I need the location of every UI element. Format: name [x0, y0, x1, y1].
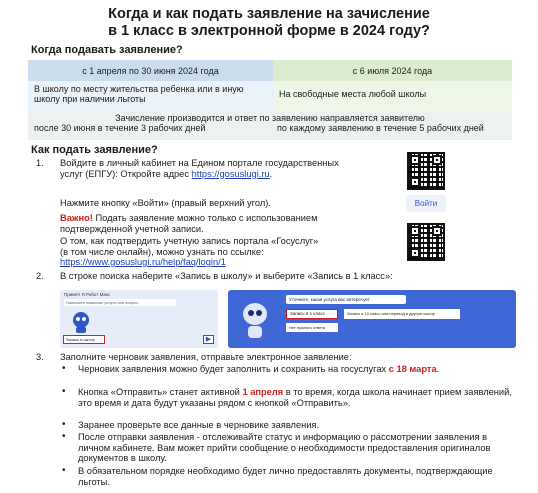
table-note-top: Зачисление производится и ответ по заявлению направляется заявителю [115, 113, 425, 123]
send-arrow-icon: ▶ [203, 335, 214, 344]
bullet-icon: • [62, 419, 66, 430]
table-col2-header: с 6 июля 2024 года [273, 60, 512, 81]
step3-bullet-4: • После отправки заявления - отслеживайте статус и информацию о рассмотрении заявления в личном кабинете. Вам может прийти сообщение о необходимости предоставления оригиналов документов в школу. [62, 431, 491, 463]
shot1-greeting: Привет! Я Робот Макс [64, 292, 111, 297]
important-label: Важно! [60, 213, 93, 223]
bullet-icon: • [62, 386, 66, 397]
shot2-option-10-grade: Запись в 10 класс или перевод в другую школу [344, 309, 460, 319]
robot-max-icon [70, 310, 92, 334]
table-col1-header: с 1 апреля по 30 июня 2024 года [28, 60, 273, 81]
step2-text: В строке поиска наберите «Запись в школу» и выберите «Запись в 1 класс»: [60, 271, 393, 281]
qr-code-help-icon [407, 223, 445, 261]
title-line-2: в 1 класс в электронной форме в 2024 году? [108, 23, 430, 39]
table-col1-body: В школу по месту жительства ребенка или в иную школу при наличии льготы [28, 81, 273, 111]
shot2-option-none: Нет нужного ответа [286, 323, 338, 332]
step3-bullet-2: • Кнопка «Отправить» станет активной 1 апреля в то время, когда школа начинает прием заявлений, это время и дата будут указаны рядом с кнопкой «Отправить». [62, 386, 512, 408]
step3-bullet-5: • В обязательном порядке необходимо будет лично предоставлять документы, подтверждающие льготы. [62, 465, 493, 487]
gosuslugi-link[interactable]: https://gosuslugi.ru [191, 168, 270, 179]
table-note-right: по каждому заявлению в течение 5 рабочих дней [277, 123, 484, 133]
shot2-option-1-grade: Запись в 1 класс [286, 309, 338, 319]
search-screenshot-2 [228, 290, 516, 348]
step3-text: Заполните черновик заявления, отправьте электронное заявление: [60, 352, 352, 362]
step2-number: 2. [36, 271, 44, 281]
shot1-query-field: Запись в школу [63, 335, 105, 344]
step1-important: Важно! Подать заявление можно только с использованием подтвержденной учетной записи. [60, 213, 318, 234]
search-screenshot-1 [60, 290, 218, 348]
bullet-icon: • [62, 363, 66, 374]
table-col2-body: На свободные места любой школы [273, 81, 512, 111]
step1-number: 1. [36, 158, 44, 168]
table-note-left: после 30 июня в течение 3 рабочих дней [34, 123, 206, 133]
title-line-1: Когда и как подать заявление на зачисление [108, 6, 430, 22]
step1-confirm: О том, как подтвердить учетную запись портала «Госуслуг» (в том числе онлайн), можно узнать по ссылке: https://www.gosuslugi.ru/help/faq/login/1 [60, 236, 319, 267]
step3-bullet-3: • Заранее проверьте все данные в черновике заявления. [62, 419, 320, 430]
when-heading: Когда подавать заявление? [31, 44, 183, 56]
step3-number: 3. [36, 352, 44, 362]
page-title [0, 6, 538, 40]
how-heading: Как подать заявление? [31, 144, 158, 156]
qr-code-gosuslugi-icon [407, 152, 445, 190]
step1-login-hint: Нажмите кнопку «Войти» (правый верхний угол). [60, 198, 271, 208]
login-button[interactable]: Войти [406, 195, 446, 212]
shot2-hint: Уточните, какая услуга вас интересует [286, 295, 406, 304]
bullet-icon: • [62, 431, 66, 442]
bullet-icon: • [62, 465, 66, 476]
confirm-account-link[interactable]: https://www.gosuslugi.ru/help/faq/login/1 [60, 257, 226, 267]
step1-text: Войдите в личный кабинет на Едином портале государственных услуг (ЕПГУ): Откройте адрес https://gosuslugi.ru. [60, 158, 339, 179]
robot-max-large-icon [240, 300, 270, 340]
shot1-hint: Напишите название услуги или вопрос [64, 299, 176, 306]
step3-bullet-1: • Черновик заявления можно будет заполнить и сохранить на госуслугах с 18 марта. [62, 363, 440, 374]
